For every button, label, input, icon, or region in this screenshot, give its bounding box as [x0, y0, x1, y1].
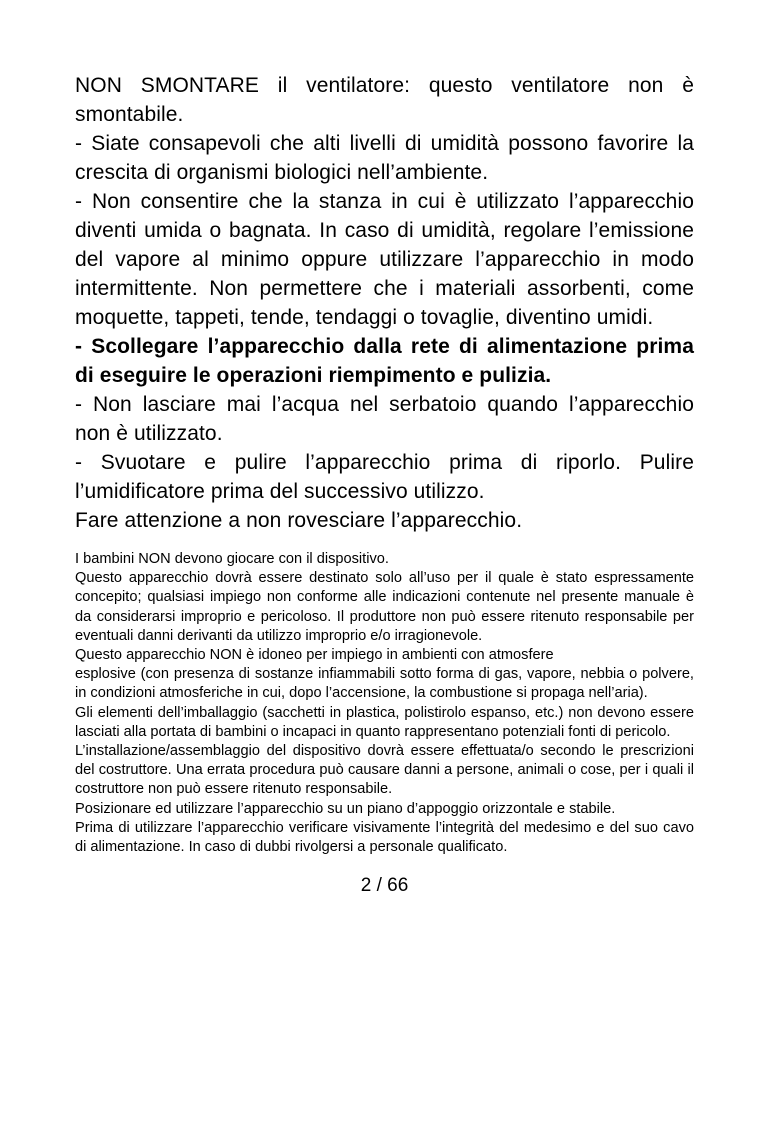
- notice-paragraph-piano-appoggio: Posizionare ed utilizzare l’apparecchio su un piano d’appoggio orizzontale e stabile.: [75, 800, 616, 817]
- warning-paragraph-umidita: - Siate consapevoli che alti livelli di umidità possono favorire la crescita di organismi biologici nell’ambiente.: [75, 132, 694, 184]
- notice-paragraph-installazione: L’installazione/assemblaggio del dispositivo dovrà essere effettuata/o secondo le prescrizioni del costruttore. Una errata procedura può causare danni a persone, animali o cose, per i quali il costruttore non può essere ritenuto responsabile.: [75, 743, 694, 798]
- notice-paragraph-atmosfere: Questo apparecchio NON è idoneo per impiego in ambienti con atmosfere: [75, 647, 554, 664]
- page-number: 2 / 66: [360, 875, 409, 897]
- notice-paragraph-esplosive: esplosive (con presenza di sostanze infiammabili sotto forma di gas, vapore, nebbia o polvere, in condizioni atmosferiche in cui, dopo l’accensione, la combustione si propaga nell’aria).: [75, 666, 694, 702]
- general-warnings-section: [75, 550, 694, 857]
- warning-paragraph-rovesciare: Fare attenzione a non rovesciare l’apparecchio.: [75, 509, 523, 532]
- warning-paragraph-svuotare: - Svuotare e pulire l’apparecchio prima di riporlo. Pulire l’umidificatore prima del successivo utilizzo.: [75, 451, 694, 503]
- safety-warnings-section: [75, 71, 694, 535]
- notice-paragraph-uso-destinato: Questo apparecchio dovrà essere destinato solo all’uso per il quale è stato espressamente concepito; qualsiasi impiego non conforme alle indicazioni contenute nel presente manuale è da considerarsi improprio e pericoloso. Il produttore non può essere ritenuto responsabile per eventuali danni derivanti da utilizzo improprio e/o irragionevole.: [75, 570, 694, 644]
- notice-paragraph-bambini: I bambini NON devono giocare con il dispositivo.: [75, 551, 389, 567]
- warning-paragraph-non-smontare: NON SMONTARE il ventilatore: questo ventilatore non è smontabile.: [75, 74, 694, 126]
- warning-paragraph-scollegare: - Scollegare l’apparecchio dalla rete di alimentazione prima di eseguire le operazioni riempimento e pulizia.: [75, 335, 694, 387]
- notice-paragraph-imballaggio: Gli elementi dell’imballaggio (sacchetti in plastica, polistirolo espanso, etc.) non devono essere lasciati alla portata di bambini o incapaci in quanto rappresentano potenziali fonti di pericolo.: [75, 704, 694, 740]
- notice-paragraph-verifica-integrita: Prima di utilizzare l’apparecchio verificare visivamente l’integrità del medesimo e del suo cavo di alimentazione. In caso di dubbi rivolgersi a personale qualificato.: [75, 819, 694, 856]
- warning-paragraph-stanza: - Non consentire che la stanza in cui è utilizzato l’apparecchio diventi umida o bagnata. In caso di umidità, regolare l’emissione del vapore al minimo oppure utilizzare l’apparecchio in modo intermittente. Non permettere che i materiali assorbenti, come moquette, tappeti, tende, tendaggi o tovaglie, diventino umidi.: [75, 190, 694, 329]
- warning-paragraph-acqua-serbatoio: - Non lasciare mai l’acqua nel serbatoio quando l’apparecchio non è utilizzato.: [75, 393, 694, 445]
